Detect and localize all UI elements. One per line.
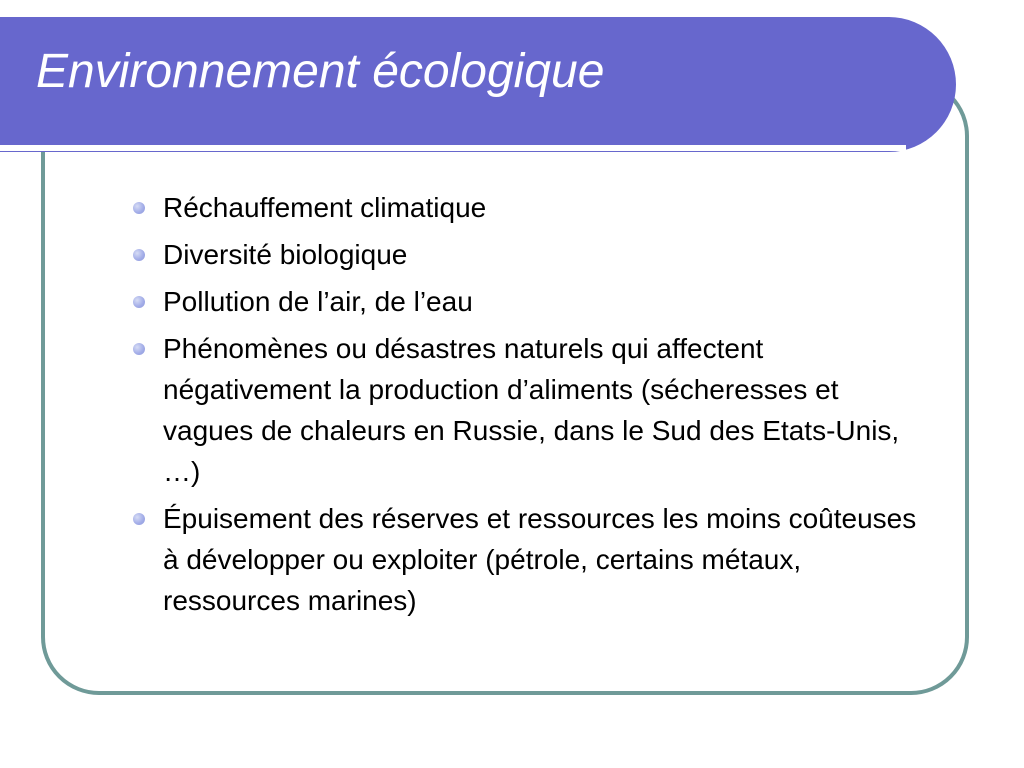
bullet-dot-icon	[133, 296, 145, 308]
bullet-item	[131, 498, 921, 621]
bullet-dot-icon	[133, 343, 145, 355]
bullet-text: Phénomènes ou désastres naturels qui affectent négativement la production d’aliments (sécheresses et vagues de chaleurs en Russie, dans le Sud des Etats-Unis, …)	[163, 333, 900, 487]
bullet-text: Épuisement des réserves et ressources les moins coûteuses à développer ou exploiter (pétrole, certains métaux, ressources marines)	[163, 503, 917, 616]
bullet-item	[131, 281, 921, 322]
bullet-dot-icon	[133, 202, 145, 214]
bullet-item	[131, 187, 921, 228]
bullet-text: Pollution de l’air, de l’eau	[163, 286, 473, 317]
bullet-list	[131, 187, 921, 627]
bullet-item	[131, 328, 921, 492]
bullet-text: Diversité biologique	[163, 239, 408, 270]
bullet-dot-icon	[133, 513, 145, 525]
title-underline	[0, 145, 906, 151]
bullet-text: Réchauffement climatique	[163, 192, 487, 223]
bullet-item	[131, 234, 921, 275]
bullet-dot-icon	[133, 249, 145, 261]
slide-title: Environnement écologique	[36, 45, 605, 98]
